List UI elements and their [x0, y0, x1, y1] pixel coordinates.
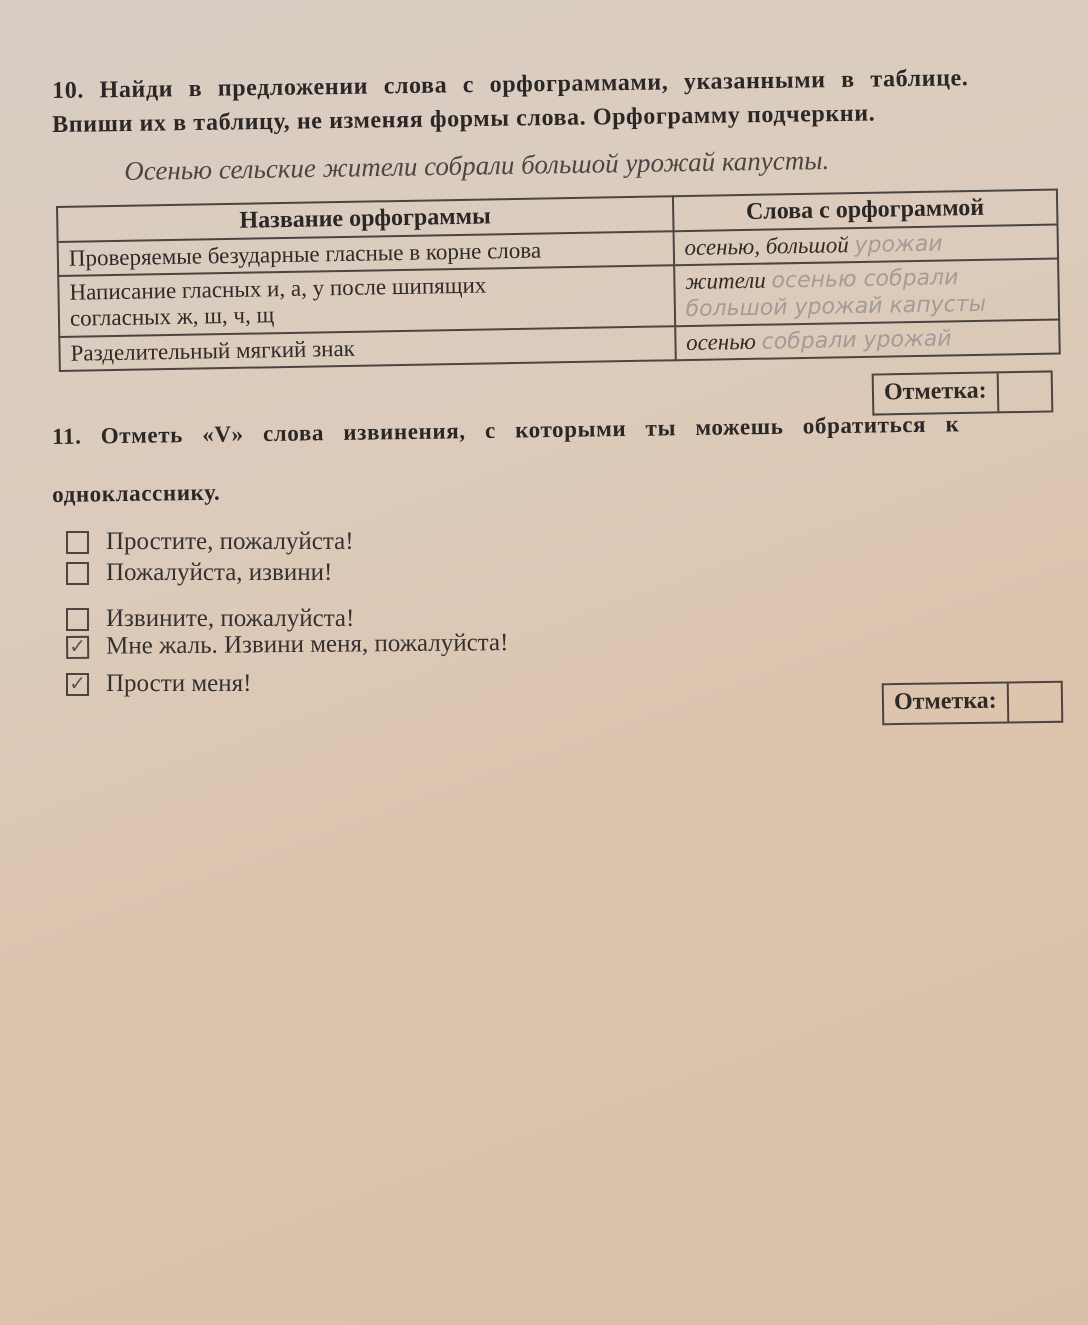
header-orthogram-name: Название орфограммы [57, 196, 673, 242]
task10-title-line1: 10. Найди в предложении слова с орфограммами, указанными в таблице. [52, 65, 969, 104]
row1-words: осенью, большой [684, 232, 849, 261]
row2-pencil-note: осенью собрали [771, 265, 959, 294]
task11-grade-field[interactable] [1008, 683, 1061, 722]
task10-grade-field[interactable] [998, 372, 1051, 411]
row2-name-line2: согласных ж, ш, ч, щ [69, 302, 275, 331]
option-3-label: Извините, пожалуйста! [106, 605, 355, 632]
row2-name-line1: Написание гласных и, а, у после шипящих [69, 272, 487, 305]
option-1 [66, 528, 354, 556]
task11-grade-box [882, 681, 1063, 726]
option-2-label: Пожалуйста, извини! [106, 559, 333, 586]
orthogram-table [56, 189, 1061, 372]
option-2-checkbox[interactable] [66, 562, 89, 585]
task10-grade-box [872, 370, 1053, 415]
task10-grade-label: Отметка: [874, 373, 999, 413]
row2-pencil-note-2: большой урожай капусты [685, 291, 987, 323]
row1-name: Проверяемые безударные гласные в корне слова [58, 231, 674, 276]
row1-pencil-note: урожаи [854, 231, 943, 259]
option-1-label: Простите, пожалуйста! [106, 528, 354, 555]
row3-words: осенью [685, 328, 757, 356]
option-3-checkbox[interactable] [66, 608, 89, 631]
task11-grade-label: Отметка: [884, 683, 1009, 723]
row2-words: жители [684, 267, 766, 295]
option-1-checkbox[interactable] [66, 531, 89, 554]
option-4-label: Мне жаль. Извини меня, пожалуйста! [105, 629, 509, 660]
option-2 [66, 559, 332, 587]
task11-title-line1: 11. Отметь «V» слова извинения, с которыми ты можешь обратиться к [52, 411, 960, 449]
row3-pencil-note: собрали урожай [761, 326, 952, 355]
option-5-label: Прости меня! [106, 670, 252, 697]
task11-title-line2: однокласснику. [52, 479, 221, 507]
row3-words-cell[interactable] [675, 320, 1060, 361]
task10-sentence: Осенью сельские жители собрали большой урожай капусты. [124, 144, 830, 186]
option-5-checkbox[interactable]: ✓ [66, 673, 89, 696]
option-4-checkbox[interactable]: ✓ [66, 635, 89, 658]
row2-name [58, 265, 675, 337]
option-3 [66, 605, 354, 633]
option-5 [66, 670, 251, 698]
row2-words-cell[interactable] [674, 259, 1059, 327]
row3-name: Разделительный мягкий знак [59, 326, 675, 371]
header-words: Слова с орфограммой [673, 190, 1058, 232]
option-4 [66, 629, 509, 661]
task10-title-line2: Впиши их в таблицу, не изменяя формы слова. Орфограмму подчеркни. [52, 100, 876, 138]
